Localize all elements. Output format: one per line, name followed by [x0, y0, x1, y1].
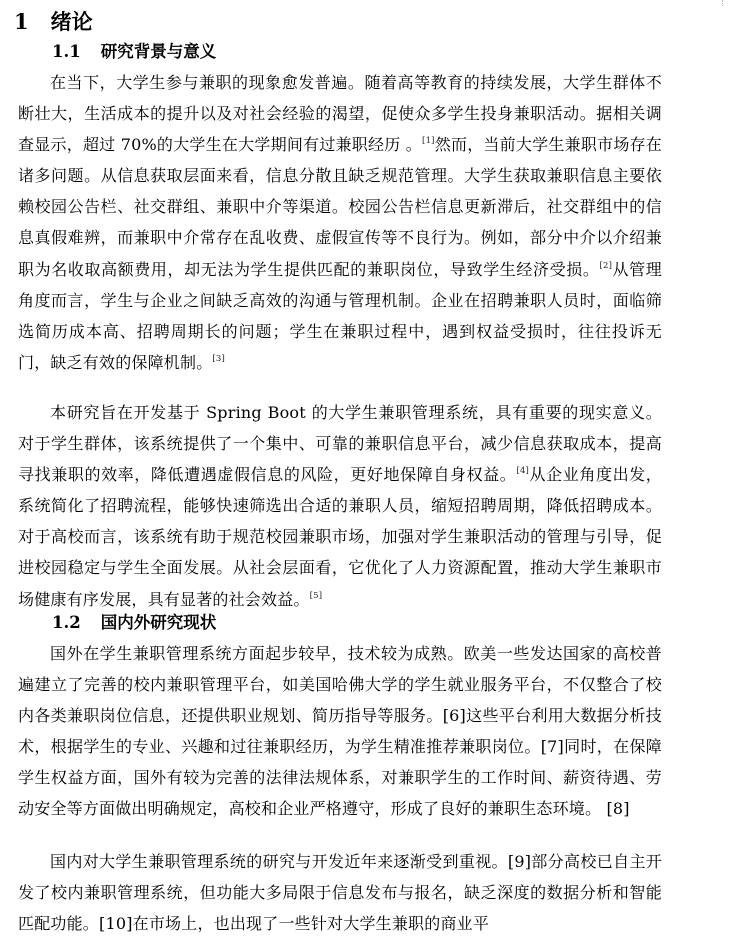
- section-title: 国内外研究现状: [100, 613, 217, 632]
- citation: [1]: [422, 136, 435, 147]
- text-run: 本研究旨在开发基于 Spring Boot 的大学生兼职管理系统，具有重要的现实意义。对于学生群体，该系统提供了一个集中、可靠的兼职信息平台，减少信息获取成本，提高寻找兼职的效率，降低遭遇虚假信息的风险，更好地保障自身权益。: [18, 403, 662, 485]
- text-run: 从企业角度出发，系统简化了招聘流程，能够快速筛选出合适的兼职人员，缩短招聘周期，降低招聘成本。对于高校而言，该系统有助于规范校园兼职市场，加强对学生兼职活动的管理与引导，促进校园稳定与学生全面发展。从社会层面看，它优化了人力资源配置，推动大学生兼职市场健康有序发展，具有显著的社会效益。: [18, 465, 662, 609]
- citation: [2]: [599, 260, 613, 271]
- section-heading-1-1: [52, 40, 216, 64]
- citation: [4]: [516, 466, 530, 477]
- margin-mark: [722, 0, 724, 6]
- text-run: 在当下，大学生参与兼职的现象愈发普遍。随着高等教育的持续发展，大学生群体不断壮大，生活成本的提升以及对社会经验的渴望，促使众多学生投身兼职活动。据相关调查显示，超过 70%的大学生在大学期间有过兼职经历 。: [18, 73, 662, 155]
- citation: [5]: [309, 590, 323, 601]
- chapter-heading: [14, 8, 93, 36]
- paragraph-significance: [18, 397, 662, 615]
- text-run: 从管理角度而言，学生与企业之间缺乏高效的沟通与管理机制。企业在招聘兼职人员时，面临筛选简历成本高、招聘周期长的问题；学生在兼职过程中，遇到权益受损时，往往投诉无门，缺乏有效的保障机制。: [18, 259, 662, 372]
- text-run: 然而，当前大学生兼职市场存在诸多问题。从信息获取层面来看，信息分散且缺乏规范管理。大学生获取兼职信息主要依赖校园公告栏、社交群组、兼职中介等渠道。校园公告栏信息更新滞后，社交群组中的信息真假难辨，而兼职中介常存在乱收费、虚假宣传等不良行为。例如，部分中介以介绍兼职为名收取高额费用，却无法为学生提供匹配的兼职岗位，导致学生经济受损。: [18, 135, 662, 279]
- section-heading-1-2: [52, 611, 216, 635]
- paragraph-foreign-research: 国外在学生兼职管理系统方面起步较早，技术较为成熟。欧美一些发达国家的高校普遍建立了完善的校内兼职管理平台，如美国哈佛大学的学生就业服务平台，不仅整合了校内各类兼职岗位信息，还提供职业规划、简历指导等服务。[6]这些平台利用大数据分析技术，根据学生的专业、兴趣和过往兼职经历，为学生精准推荐兼职岗位。[7]同时，在保障学生权益方面，国外有较为完善的法律法规体系，对兼职学生的工作时间、薪资待遇、劳动安全等方面做出明确规定，高校和企业严格遵守，形成了良好的兼职生态环境。 [8]: [18, 644, 662, 819]
- paragraph-background: [18, 67, 662, 378]
- paragraph-domestic-research: 国内对大学生兼职管理系统的研究与开发近年来逐渐受到重视。[9]部分高校已自主开发了校内兼职管理系统，但功能大多局限于信息发布与报名，缺乏深度的数据分析和智能匹配功能。[10]在市场上，也出现了一些针对大学生兼职的商业平: [18, 852, 662, 934]
- chapter-number: 1: [14, 9, 29, 34]
- section-number: 1.1: [52, 42, 81, 61]
- section-number: 1.2: [52, 613, 81, 632]
- chapter-title: 绪论: [50, 9, 93, 34]
- citation: [3]: [212, 353, 226, 364]
- section-title: 研究背景与意义: [100, 42, 217, 61]
